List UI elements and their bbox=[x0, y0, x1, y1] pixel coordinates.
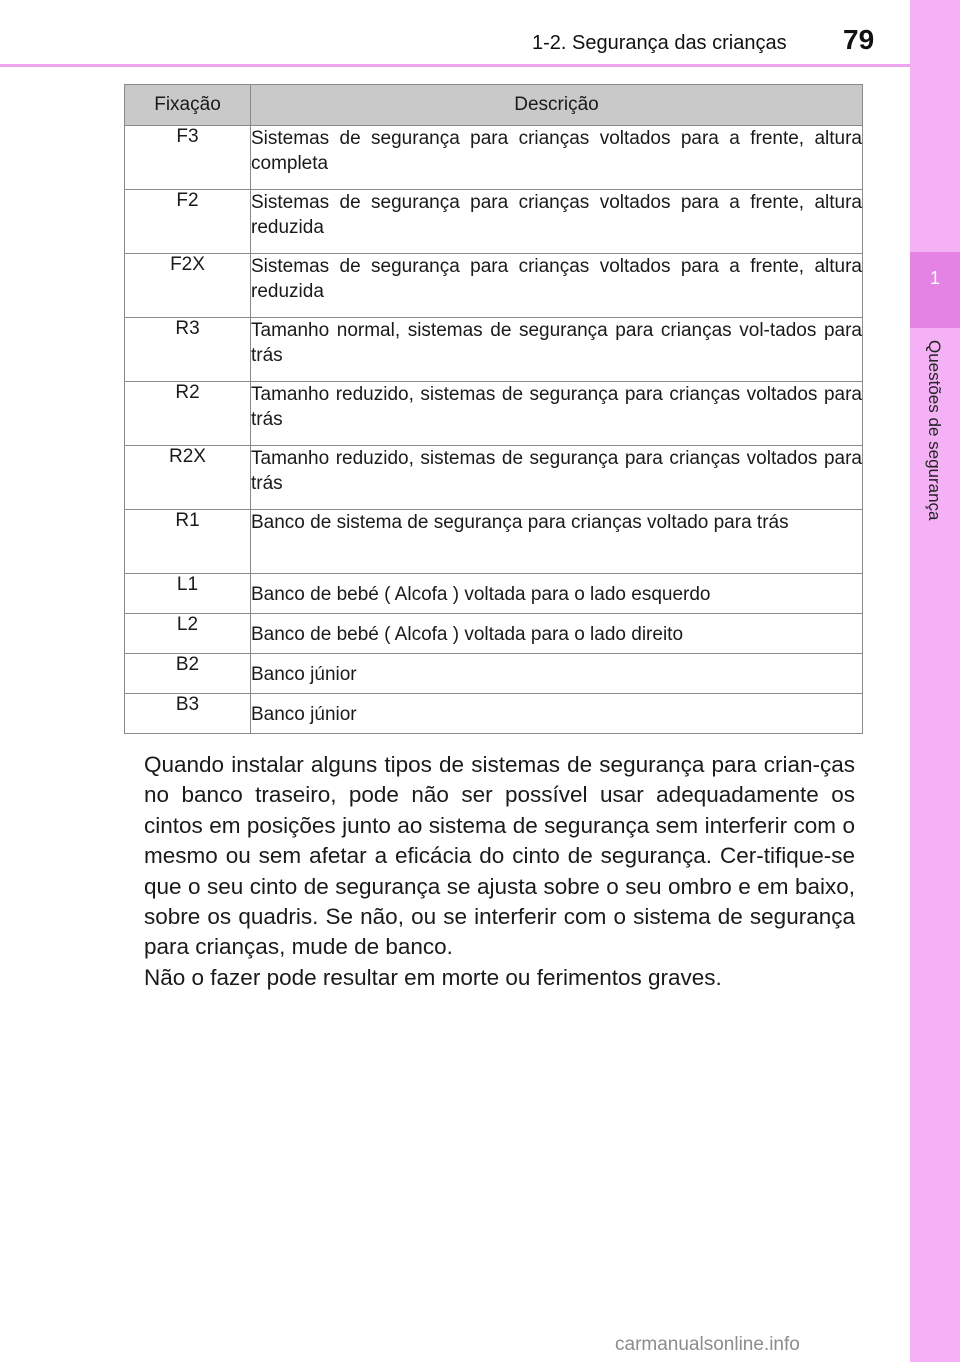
table-row bbox=[125, 654, 863, 694]
chapter-side-tab bbox=[910, 0, 960, 1362]
header-divider bbox=[0, 64, 910, 67]
warning-body-text bbox=[144, 750, 855, 993]
fixation-description: Banco de bebé ( Alcofa ) voltada para o lado direito bbox=[251, 614, 863, 654]
fixation-description: Sistemas de segurança para crianças voltados para a frente, altura reduzida bbox=[251, 190, 863, 254]
chapter-number: 1 bbox=[929, 268, 940, 288]
fixation-code: F2X bbox=[125, 254, 251, 318]
table-row bbox=[125, 126, 863, 190]
table-row bbox=[125, 446, 863, 510]
fixation-description: Tamanho reduzido, sistemas de segurança para crianças voltados para trás bbox=[251, 446, 863, 510]
warning-paragraph: Quando instalar alguns tipos de sistemas de segurança para crian-ças no banco traseiro, pode não ser possível usar adequadamente os cintos em posições junto ao sistema de segurança sem interferir com o mesmo ou sem afetar a eficácia do cinto de segurança. Cer-tifique-se que o seu cinto de segurança se ajusta sobre o seu ombro e em baixo, sobre os quadris. Se não, ou se interferir com o sistema de segurança para crianças, mude de banco. bbox=[144, 752, 855, 960]
fixation-description: Banco de bebé ( Alcofa ) voltada para o lado esquerdo bbox=[251, 574, 863, 614]
fixation-description: Banco de sistema de segurança para crianças voltado para trás bbox=[251, 510, 863, 574]
table-row bbox=[125, 318, 863, 382]
fixation-description: Sistemas de segurança para crianças voltados para a frente, altura reduzida bbox=[251, 254, 863, 318]
table-row bbox=[125, 382, 863, 446]
fixation-code: B3 bbox=[125, 694, 251, 734]
page-number: 79 bbox=[843, 24, 875, 55]
chapter-title: Questões de segurança bbox=[925, 340, 944, 521]
fixation-code: F3 bbox=[125, 126, 251, 190]
fixation-code: L2 bbox=[125, 614, 251, 654]
chapter-number-marker bbox=[910, 252, 960, 328]
fixation-description: Sistemas de segurança para crianças voltados para a frente, altura completa bbox=[251, 126, 863, 190]
fixation-description: Banco júnior bbox=[251, 654, 863, 694]
table-header-row bbox=[125, 85, 863, 126]
section-title: 1-2. Segurança das crianças bbox=[532, 32, 787, 54]
fixation-description: Banco júnior bbox=[251, 694, 863, 734]
table-row bbox=[125, 510, 863, 574]
fixation-code: R3 bbox=[125, 318, 251, 382]
fixation-code: B2 bbox=[125, 654, 251, 694]
table-row bbox=[125, 574, 863, 614]
fixation-description: Tamanho reduzido, sistemas de segurança para crianças voltados para trás bbox=[251, 382, 863, 446]
table-row bbox=[125, 694, 863, 734]
column-header-fixation: Fixação bbox=[125, 85, 251, 126]
fixation-code: R2X bbox=[125, 446, 251, 510]
table-row bbox=[125, 254, 863, 318]
watermark: carmanualsonline.info bbox=[615, 1334, 800, 1355]
table-row bbox=[125, 614, 863, 654]
fixation-code: L1 bbox=[125, 574, 251, 614]
fixation-table bbox=[124, 84, 863, 734]
fixation-code: F2 bbox=[125, 190, 251, 254]
warning-consequence: Não o fazer pode resultar em morte ou ferimentos graves. bbox=[144, 964, 722, 990]
fixation-code: R2 bbox=[125, 382, 251, 446]
fixation-description: Tamanho normal, sistemas de segurança para crianças vol-tados para trás bbox=[251, 318, 863, 382]
table-row bbox=[125, 190, 863, 254]
fixation-code: R1 bbox=[125, 510, 251, 574]
column-header-description: Descrição bbox=[251, 85, 863, 126]
